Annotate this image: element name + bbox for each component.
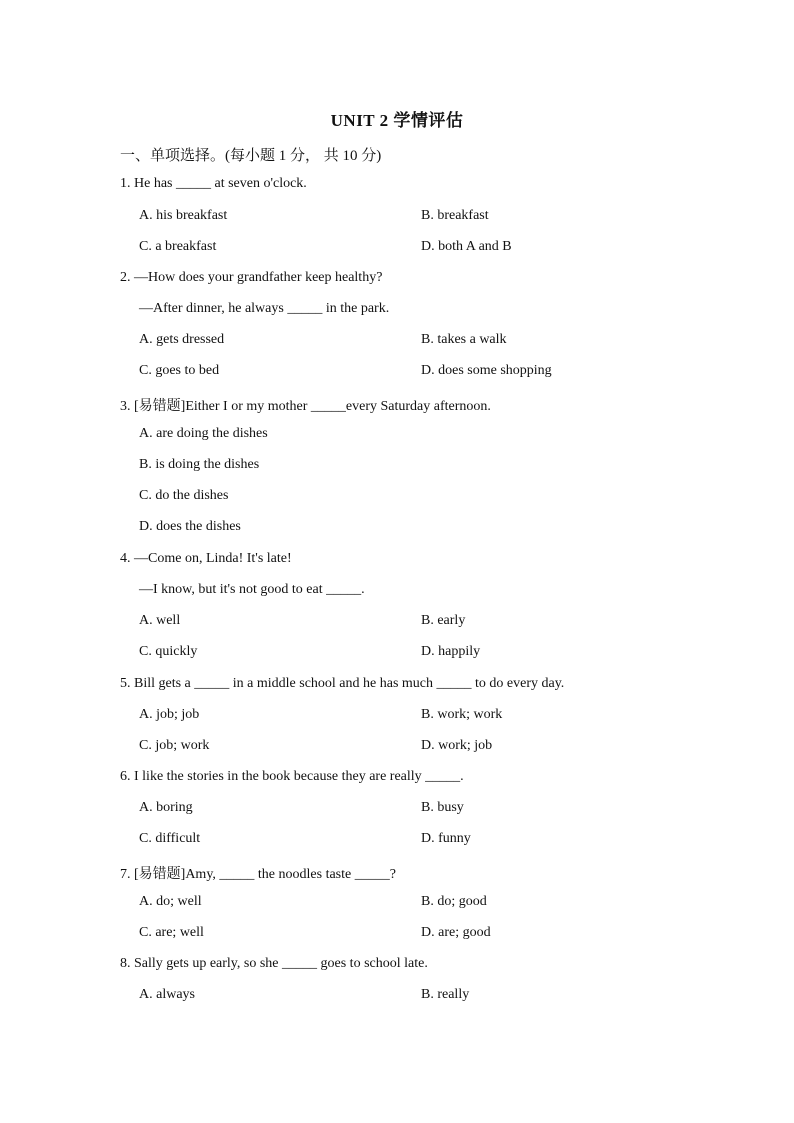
question-5-stem: 5. Bill gets a _____ in a middle school and he has much _____ to do every day. [120, 676, 565, 691]
question-1-option-d: D. both A and B [421, 239, 512, 254]
question-5-option-d: D. work; job [421, 738, 493, 753]
question-4-option-a: A. well [139, 613, 181, 628]
question-4-stem: 4. —Come on, Linda! It's late! [120, 551, 292, 566]
question-7-option-a: A. do; well [139, 894, 202, 909]
question-3-option-d: D. does the dishes [139, 519, 241, 534]
question-2-option-b: B. takes a walk [421, 332, 507, 347]
question-4-option-d: D. happily [421, 644, 481, 659]
question-6-option-c: C. difficult [139, 831, 201, 846]
question-6-option-a: A. boring [139, 800, 193, 815]
question-8-option-b: B. really [421, 987, 470, 1002]
question-3-option-a: A. are doing the dishes [139, 426, 268, 441]
question-5-option-b: B. work; work [421, 707, 503, 722]
question-4-reply: —I know, but it's not good to eat _____. [139, 582, 365, 597]
question-6-option-b: B. busy [421, 800, 464, 815]
question-6-stem: 6. I like the stories in the book because they are really _____. [120, 769, 464, 784]
question-5-option-a: A. job; job [139, 707, 200, 722]
question-6-option-d: D. funny [421, 831, 471, 846]
question-7-option-b: B. do; good [421, 894, 487, 909]
question-2-stem: 2. —How does your grandfather keep healthy? [120, 270, 383, 285]
page-title: UNIT 2 学情评估 [330, 111, 464, 130]
question-5-option-c: C. job; work [139, 738, 210, 753]
section-heading: 一、单项选择。(每小题 1 分， 共 10 分) [120, 148, 382, 164]
question-3-option-c: C. do the dishes [139, 488, 229, 503]
question-3-option-b: B. is doing the dishes [139, 457, 260, 472]
question-2-option-c: C. goes to bed [139, 363, 220, 378]
question-7-stem: 7. [易错题]Amy, _____ the noodles taste _____? [120, 867, 396, 882]
question-3-stem: 3. [易错题]Either I or my mother _____every Saturday afternoon. [120, 399, 491, 414]
question-1-stem: 1. He has _____ at seven o'clock. [120, 176, 307, 191]
question-4-option-b: B. early [421, 613, 466, 628]
question-7-option-d: D. are; good [421, 925, 491, 940]
question-4-option-c: C. quickly [139, 644, 198, 659]
question-1-option-a: A. his breakfast [139, 208, 228, 223]
question-1-option-b: B. breakfast [421, 208, 489, 223]
question-7-option-c: C. are; well [139, 925, 204, 940]
question-1-option-c: C. a breakfast [139, 239, 217, 254]
question-8-option-a: A. always [139, 987, 195, 1002]
question-8-stem: 8. Sally gets up early, so she _____ goes to school late. [120, 956, 428, 971]
question-2-reply: —After dinner, he always _____ in the park. [139, 301, 390, 316]
question-2-option-a: A. gets dressed [139, 332, 225, 347]
question-2-option-d: D. does some shopping [421, 363, 552, 378]
